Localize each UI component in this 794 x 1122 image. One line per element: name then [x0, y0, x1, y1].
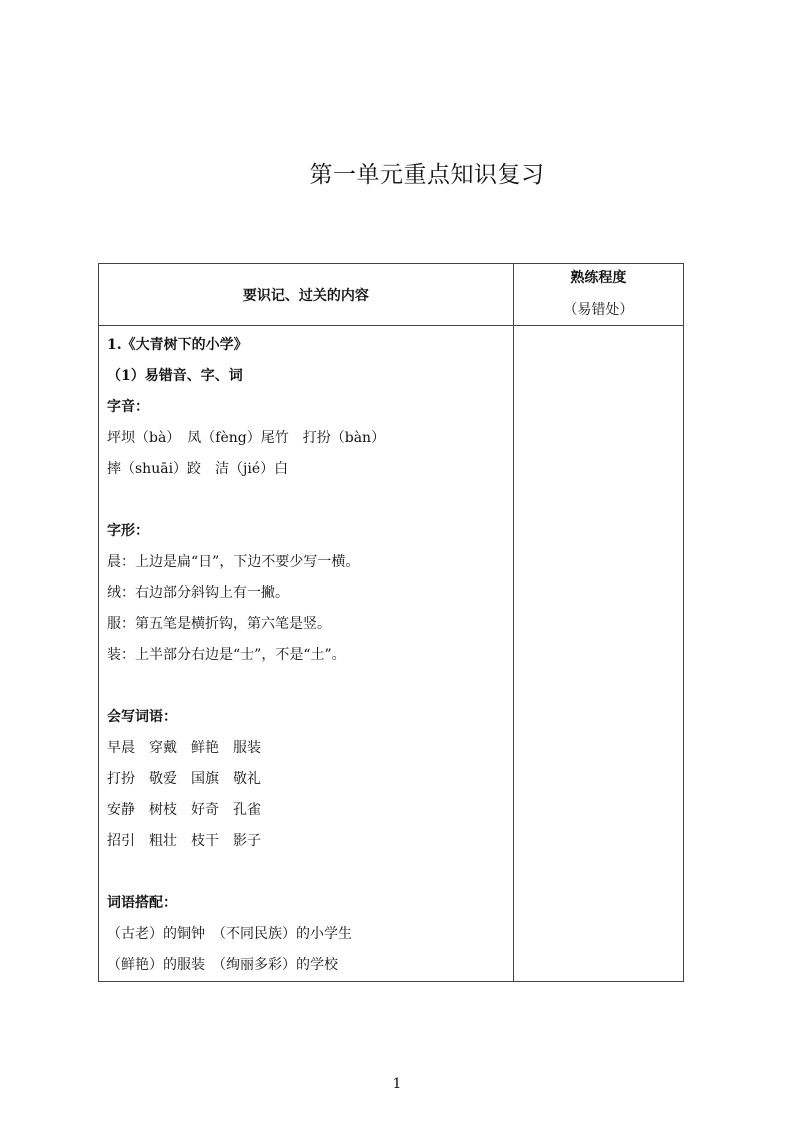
word-item: 敬爱 — [149, 771, 177, 787]
spacer — [107, 857, 513, 888]
word-item: 服装 — [233, 740, 261, 756]
word-item: 国旗 — [191, 771, 219, 787]
word-row — [107, 764, 513, 795]
spacer — [107, 485, 513, 516]
words-label: 会写词语： — [107, 709, 177, 725]
glyph-line: 服：第五笔是横折钩，第六笔是竖。 — [107, 616, 331, 632]
word-item: 安静 — [107, 802, 135, 818]
header-mastery-title: 熟练程度 — [570, 269, 627, 286]
spacer — [107, 671, 513, 702]
word-item: 鲜艳 — [191, 740, 219, 756]
header-mastery — [513, 264, 683, 326]
pronunciation-line: 坪坝（bà） 凤（fèng）尾竹 打扮（bàn） — [107, 430, 386, 446]
mastery-cell — [513, 326, 683, 982]
word-item: 早晨 — [107, 740, 135, 756]
word-item: 穿戴 — [149, 740, 177, 756]
pronunciation-label: 字音： — [107, 399, 149, 415]
word-item: 孔雀 — [233, 802, 261, 818]
glyph-line: 装：上半部分右边是“士”，不是“土”。 — [107, 647, 346, 663]
glyph-line: 晨：上边是扁“日”，下边不要少写一横。 — [107, 554, 360, 570]
lesson-subheading: （1）易错音、字、词 — [107, 368, 243, 384]
content-cell — [99, 326, 514, 982]
page-title: 第一单元重点知识复习 — [309, 162, 545, 188]
page-number: 1 — [392, 1076, 402, 1092]
word-row — [107, 826, 513, 857]
header-mastery-sub: （易错处） — [563, 301, 634, 318]
glyph-line: 绒：右边部分斜钩上有一撇。 — [107, 585, 289, 601]
collocation-label: 词语搭配： — [107, 895, 177, 911]
header-content: 要识记、过关的内容 — [99, 264, 514, 326]
word-item: 粗壮 — [149, 833, 177, 849]
collocation-line: （古老）的铜钟 （不同民族）的小学生 — [107, 926, 352, 942]
word-item: 打扮 — [107, 771, 135, 787]
word-row — [107, 795, 513, 826]
review-table — [98, 263, 684, 982]
pronunciation-line: 摔（shuāi）跤 洁（jié）白 — [107, 461, 289, 477]
word-item: 影子 — [233, 833, 261, 849]
word-item: 好奇 — [191, 802, 219, 818]
lesson-heading: 1.《大青树下的小学》 — [107, 337, 248, 353]
word-row — [107, 733, 513, 764]
word-item: 敬礼 — [233, 771, 261, 787]
glyph-label: 字形： — [107, 523, 149, 539]
word-item: 枝干 — [191, 833, 219, 849]
collocation-line: （鲜艳）的服装 （绚丽多彩）的学校 — [107, 957, 338, 973]
table-body-row — [99, 326, 684, 982]
word-item: 树枝 — [149, 802, 177, 818]
table-header-row — [99, 264, 684, 326]
word-item: 招引 — [107, 833, 135, 849]
